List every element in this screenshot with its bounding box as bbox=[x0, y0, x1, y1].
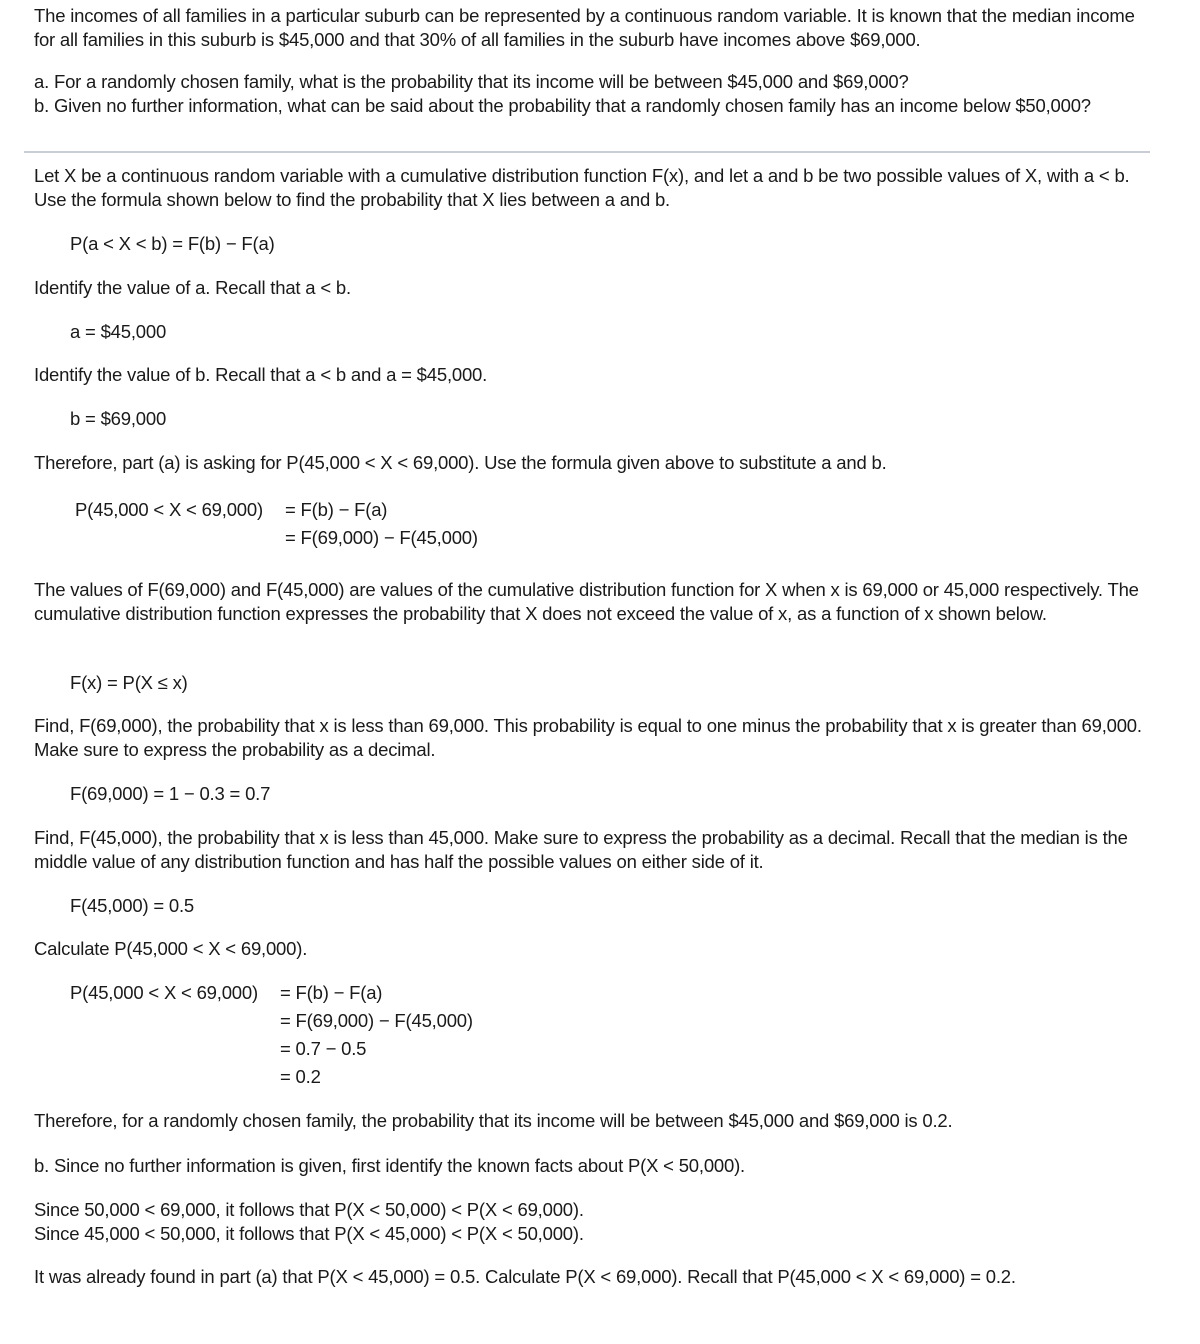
part-b-fact-1: Since 50,000 < 69,000, it follows that P(X < 50,000) < P(X < 69,000). bbox=[34, 1199, 584, 1220]
equation-lhs: P(45,000 < X < 69,000) bbox=[70, 982, 258, 1003]
equation-line: = 0.2 bbox=[280, 1066, 321, 1087]
section-divider bbox=[24, 151, 1150, 153]
problem-part-b: b. Given no further information, what can be said about the probability that a randomly chosen family has an income below $50,000? bbox=[34, 95, 1091, 116]
find-f45-text: Find, F(45,000), the probability that x is less than 45,000. Make sure to express the probability as a decimal. Recall that the median is the middle value of any distribution function and has half the possible values on either side of it. bbox=[34, 827, 1128, 872]
b-value: b = $69,000 bbox=[70, 408, 167, 429]
substitute-text: Therefore, part (a) is asking for P(45,000 < X < 69,000). Use the formula given above to substitute a and b. bbox=[34, 452, 887, 473]
identify-b-text: Identify the value of b. Recall that a < b and a = $45,000. bbox=[34, 364, 488, 385]
cdf-explanation: The values of F(69,000) and F(45,000) are values of the cumulative distribution function for X when x is 69,000 or 45,000 respectively. The cumulative distribution function expresses the probability that X does not exceed the value of x, as a function of x shown below. bbox=[34, 579, 1139, 624]
equation-line: = F(b) − F(a) bbox=[285, 499, 388, 520]
identify-a-text: Identify the value of a. Recall that a < b. bbox=[34, 277, 351, 298]
problem-intro: The incomes of all families in a particular suburb can be represented by a continuous random variable. It is known that the median income for all families in this suburb is $45,000 and that 30% of all families in the suburb have incomes above $69,000. bbox=[34, 5, 1135, 50]
problem-part-a: a. For a randomly chosen family, what is the probability that its income will be between $45,000 and $69,000? bbox=[34, 71, 909, 92]
part-b-next-step: It was already found in part (a) that P(X < 45,000) = 0.5. Calculate P(X < 69,000). Recall that P(45,000 < X < 69,000) = 0.2. bbox=[34, 1266, 1016, 1287]
part-a-conclusion: Therefore, for a randomly chosen family, the probability that its income will be between $45,000 and $69,000 is 0.2. bbox=[34, 1110, 953, 1131]
a-value: a = $45,000 bbox=[70, 321, 167, 342]
calculate-text: Calculate P(45,000 < X < 69,000). bbox=[34, 938, 308, 959]
cdf-definition: F(x) = P(X ≤ x) bbox=[70, 672, 188, 693]
f45-value: F(45,000) = 0.5 bbox=[70, 895, 195, 916]
part-b-intro: b. Since no further information is given, first identify the known facts about P(X < 50,000). bbox=[34, 1155, 745, 1176]
equation-line: = F(69,000) − F(45,000) bbox=[280, 1010, 473, 1031]
equation-lhs: P(45,000 < X < 69,000) bbox=[75, 499, 263, 520]
find-f69-text: Find, F(69,000), the probability that x is less than 69,000. This probability is equal to one minus the probability that x is greater than 69,000. Make sure to express the probability as a decimal. bbox=[34, 715, 1142, 760]
f69-value: F(69,000) = 1 − 0.3 = 0.7 bbox=[70, 783, 271, 804]
equation-line: = F(b) − F(a) bbox=[280, 982, 383, 1003]
equation-line: = 0.7 − 0.5 bbox=[280, 1038, 367, 1059]
equation-line: = F(69,000) − F(45,000) bbox=[285, 527, 478, 548]
step-intro-text: Let X be a continuous random variable with a cumulative distribution function F(x), and let a and b be two possible values of X, with a < b. Use the formula shown below to find the probability that X lies between a and b. bbox=[34, 165, 1130, 210]
range-formula: P(a < X < b) = F(b) − F(a) bbox=[70, 233, 275, 254]
part-b-fact-2: Since 45,000 < 50,000, it follows that P(X < 45,000) < P(X < 50,000). bbox=[34, 1223, 584, 1244]
